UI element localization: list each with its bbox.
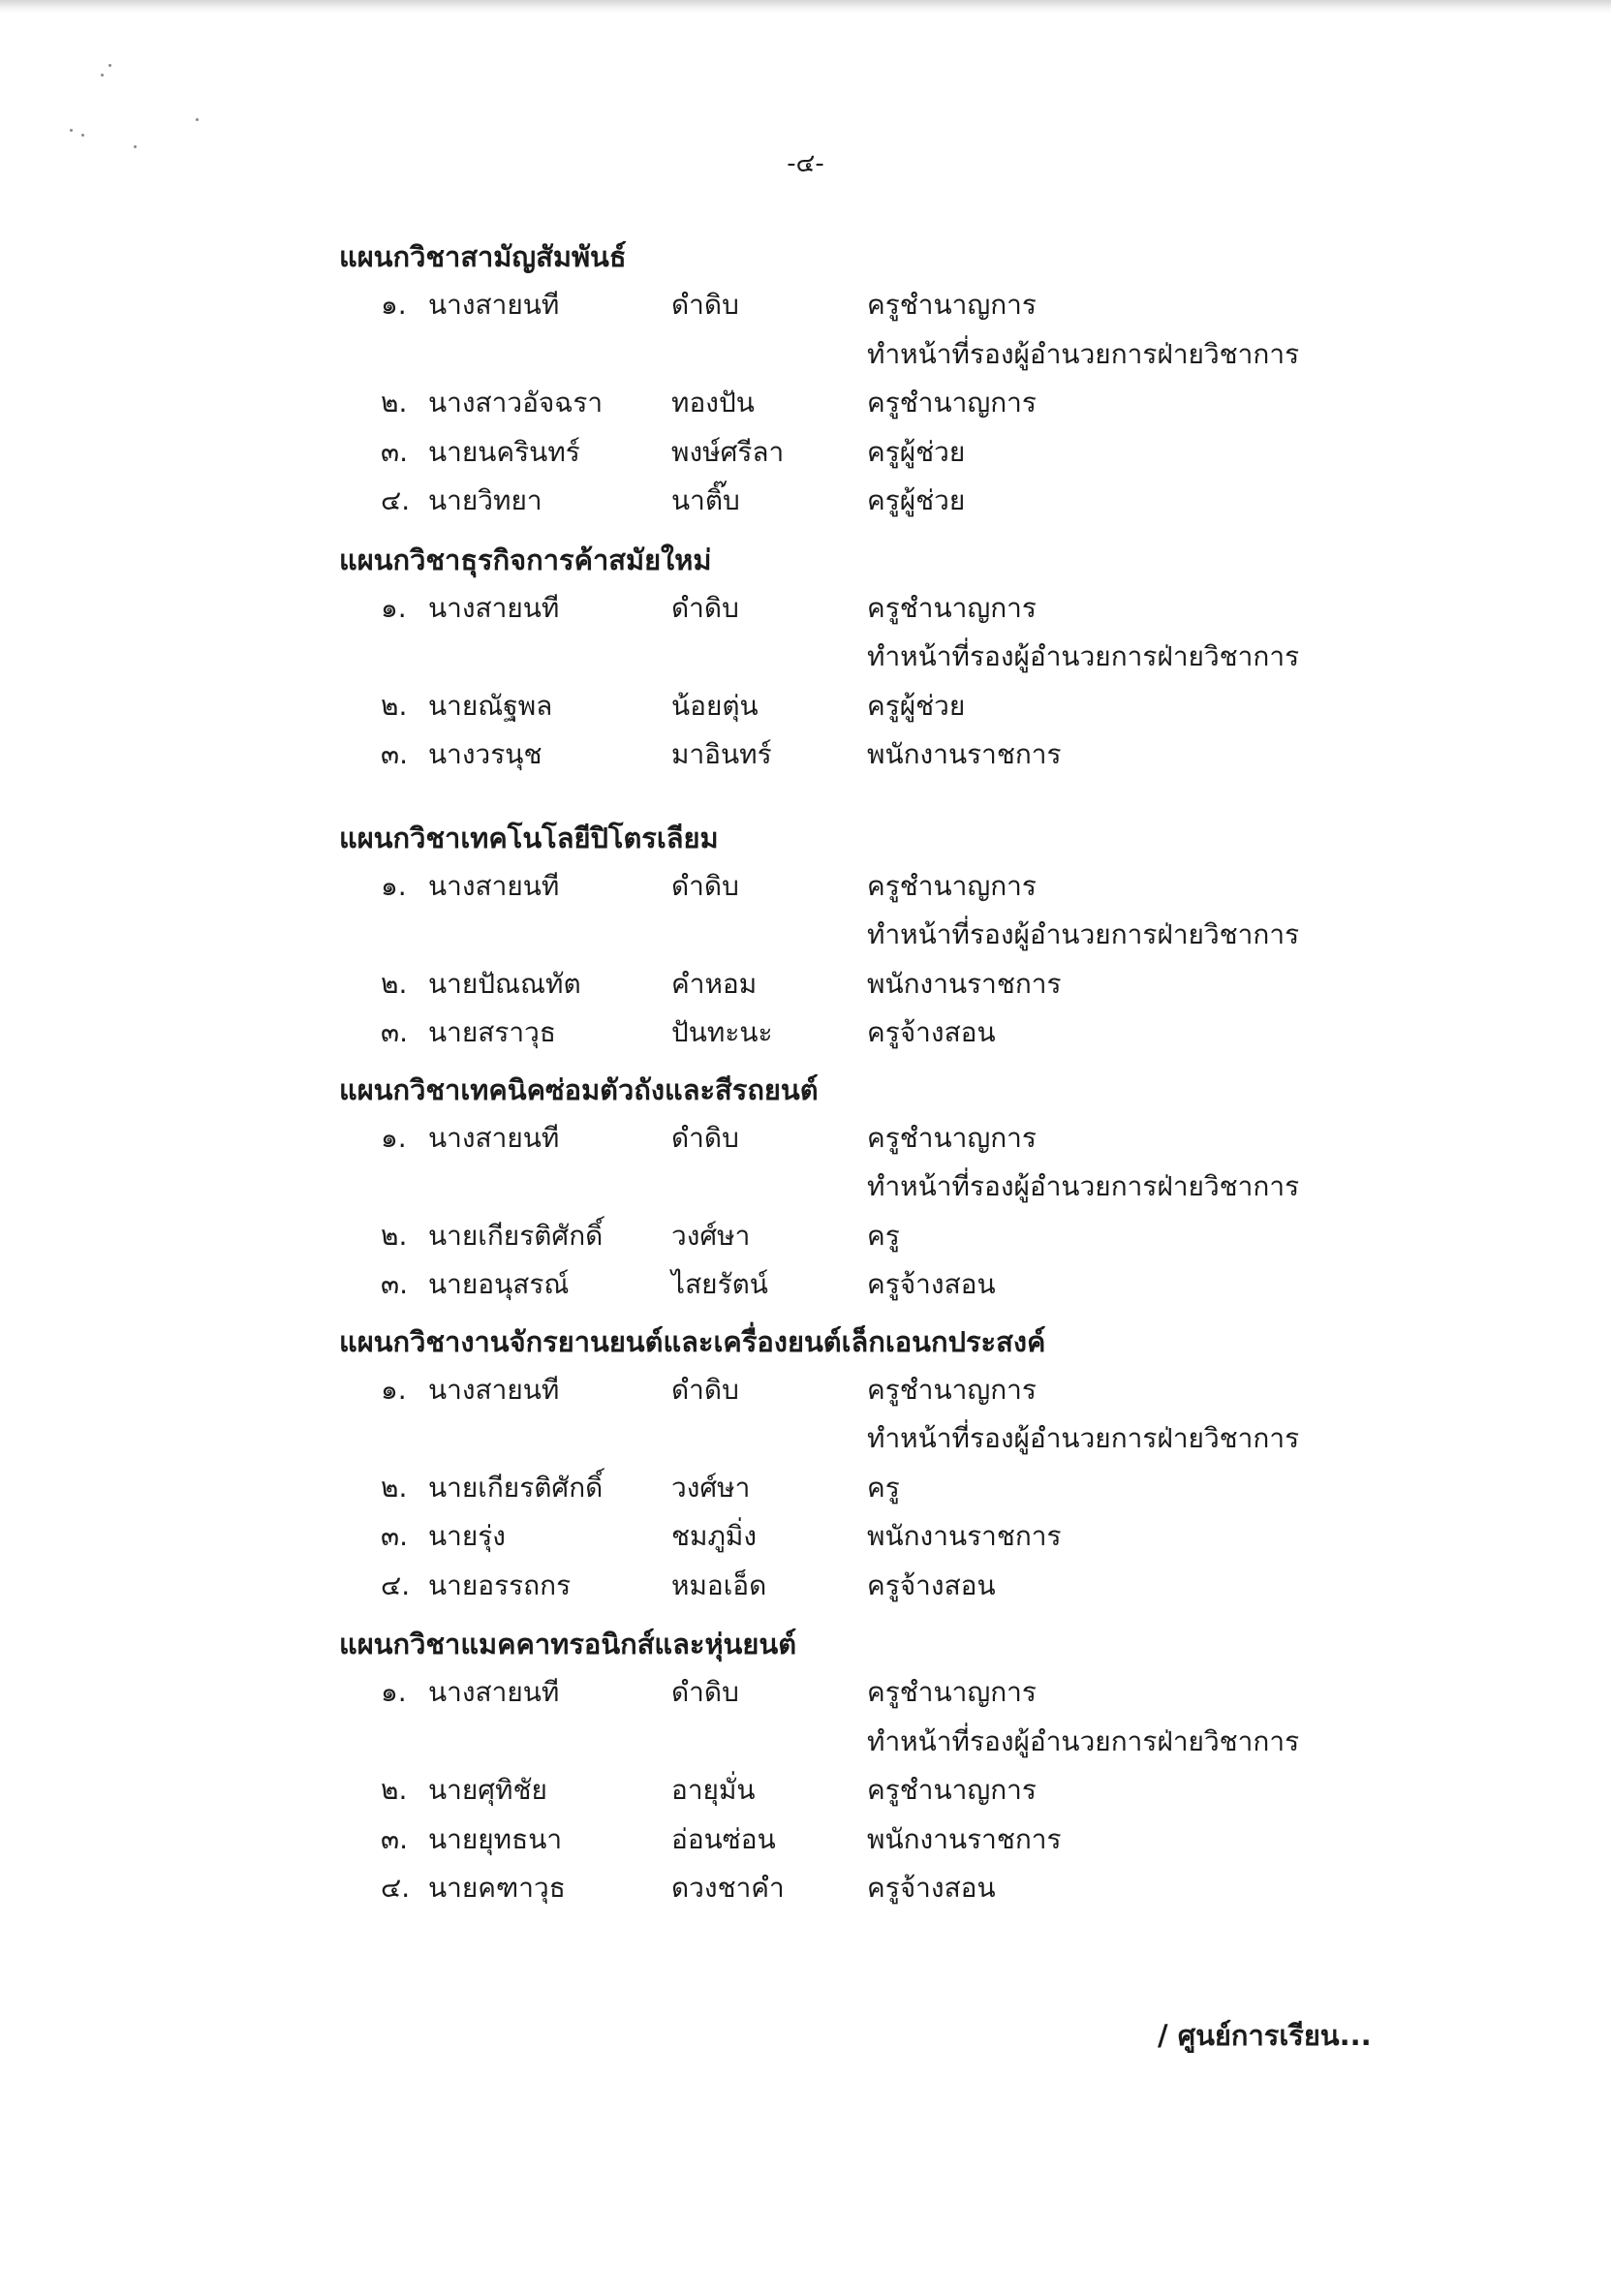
department-title: แผนกวิชาแมคคาทรอนิกส์และหุ่นยนต์ [339, 1628, 797, 1660]
member-first-name: นายนครินทร์ [428, 435, 580, 468]
member-number: ๑. [381, 1121, 407, 1154]
member-position: ครูผู้ช่วย [867, 484, 966, 516]
member-duty: ทำหน้าที่รองผู้อำนวยการฝ่ายวิชาการ [867, 918, 1300, 950]
member-position: พนักงานราชการ [867, 967, 1062, 1000]
department-title: แผนกวิชาเทคนิคซ่อมตัวถังและสีรถยนต์ [339, 1072, 819, 1106]
member-row [339, 1562, 1405, 1611]
department-section [339, 536, 1405, 780]
member-row [339, 1766, 1405, 1815]
member-last-name: ทองปัน [671, 387, 755, 419]
member-number: ๓. [381, 435, 409, 468]
member-number: ๑. [381, 591, 407, 624]
member-number: ๔. [381, 1568, 411, 1601]
member-last-name: อ่อนซ่อน [671, 1822, 776, 1855]
department-title: แผนกวิชาเทคโนโลยีปิโตรเลียม [339, 821, 719, 854]
member-row [339, 1260, 1405, 1310]
member-row [339, 1114, 1405, 1212]
member-duty: ทำหน้าที่รองผู้อำนวยการฝ่ายวิชาการ [867, 1170, 1300, 1202]
scan-speck [108, 64, 111, 67]
member-position: ครูชำนาญการ [867, 387, 1037, 419]
member-position: ครูชำนาญการ [867, 289, 1037, 321]
member-number: ๒. [381, 689, 408, 722]
member-position: พนักงานราชการ [867, 1520, 1062, 1552]
member-last-name: ดำดิบ [671, 1121, 739, 1154]
member-number: ๒. [381, 1219, 408, 1252]
member-first-name: นางสายนที [428, 1373, 560, 1406]
member-number: ๓. [381, 1268, 409, 1300]
member-row [339, 862, 1405, 960]
member-number: ๓. [381, 1016, 409, 1048]
scan-speck [101, 74, 104, 77]
member-duty: ทำหน้าที่รองผู้อำนวยการฝ่ายวิชาการ [867, 640, 1300, 672]
department-title: แผนกวิชางานจักรยานยนต์และเครื่องยนต์เล็กเอนกประสงค์ [339, 1324, 1046, 1358]
member-number: ๓. [381, 738, 409, 770]
member-last-name: ไสยรัตน์ [671, 1268, 768, 1300]
member-first-name: นางสายนที [428, 1676, 560, 1708]
page-number: -๔- [787, 149, 824, 178]
member-position: ครู [867, 1471, 900, 1504]
member-row [339, 1668, 1405, 1766]
member-first-name: นางสายนที [428, 289, 560, 321]
member-row [339, 428, 1405, 478]
member-last-name: พงษ์ศรีลา [671, 435, 785, 468]
member-first-name: นายณัฐพล [428, 689, 553, 722]
member-position: ครูจ้างสอน [867, 1872, 996, 1904]
member-row [339, 682, 1405, 731]
member-first-name: นายสราวุธ [428, 1016, 556, 1048]
member-last-name: ดำดิบ [671, 869, 739, 902]
member-first-name: นายปัณณทัต [428, 967, 581, 1000]
member-row [339, 1815, 1405, 1865]
member-last-name: น้อยตุ่น [671, 689, 759, 722]
member-number: ๑. [381, 1676, 407, 1708]
member-last-name: ดำดิบ [671, 1676, 739, 1708]
member-row [339, 1464, 1405, 1513]
member-first-name: นางสาวอัจฉรา [428, 387, 604, 419]
scan-edge-shadow [0, 0, 1611, 14]
member-first-name: นายวิทยา [428, 484, 542, 516]
member-row [339, 1366, 1405, 1464]
member-number: ๔. [381, 1872, 411, 1904]
department-title: แผนกวิชาสามัญสัมพันธ์ [339, 240, 627, 273]
member-last-name: นาติ๊บ [671, 484, 740, 516]
department-section [339, 233, 1405, 526]
member-first-name: นายเกียรติศักดิ์ [428, 1471, 604, 1504]
member-position: พนักงานราชการ [867, 1822, 1062, 1855]
member-row [339, 1864, 1405, 1913]
member-number: ๔. [381, 484, 411, 516]
member-position: ครู [867, 1219, 900, 1252]
department-title: แผนกวิชาธุรกิจการค้าสมัยใหม่ [339, 543, 712, 576]
member-row [339, 584, 1405, 682]
member-position: ครูผู้ช่วย [867, 689, 966, 722]
member-number: ๓. [381, 1520, 409, 1552]
member-last-name: ดำดิบ [671, 1373, 739, 1406]
member-first-name: นายเกียรติศักดิ์ [428, 1219, 604, 1252]
member-position: ครูชำนาญการ [867, 1373, 1037, 1406]
member-last-name: อายุมั่น [671, 1774, 756, 1806]
department-list [339, 233, 1405, 1913]
department-section [339, 1620, 1405, 1913]
member-first-name: นางสายนที [428, 591, 560, 624]
member-row [339, 379, 1405, 428]
member-position: ครูชำนาญการ [867, 591, 1037, 624]
member-number: ๒. [381, 967, 408, 1000]
member-first-name: นายศุทิชัย [428, 1774, 547, 1806]
member-position: ครูจ้างสอน [867, 1016, 996, 1048]
member-last-name: ปันทะนะ [671, 1016, 773, 1048]
member-number: ๑. [381, 289, 407, 321]
member-last-name: ดวงชาคำ [671, 1872, 785, 1904]
member-first-name: นายรุ่ง [428, 1520, 506, 1552]
member-position: ครูชำนาญการ [867, 1676, 1037, 1708]
member-row [339, 1008, 1405, 1058]
member-duty: ทำหน้าที่รองผู้อำนวยการฝ่ายวิชาการ [867, 1422, 1300, 1454]
member-last-name: ดำดิบ [671, 591, 739, 624]
member-first-name: นายอรรถกร [428, 1568, 572, 1601]
member-position: ครูจ้างสอน [867, 1268, 996, 1300]
member-first-name: นายคฑาวุธ [428, 1872, 566, 1904]
department-section [339, 814, 1405, 1058]
member-row [339, 1512, 1405, 1562]
scan-speck [70, 129, 73, 132]
member-position: ครูชำนาญการ [867, 1774, 1037, 1806]
member-position: ครูชำนาญการ [867, 1121, 1037, 1154]
member-last-name: ชมภูมิ่ง [671, 1520, 758, 1552]
member-first-name: นางวรนุช [428, 738, 542, 770]
member-number: ๓. [381, 1822, 409, 1855]
member-first-name: นางสายนที [428, 869, 560, 902]
member-row [339, 730, 1405, 780]
department-section [339, 1318, 1405, 1611]
department-section [339, 1066, 1405, 1310]
member-position: ครูชำนาญการ [867, 869, 1037, 902]
scan-speck [196, 118, 199, 121]
member-position: ครูจ้างสอน [867, 1568, 996, 1601]
member-number: ๒. [381, 1774, 408, 1806]
member-first-name: นางสายนที [428, 1121, 560, 1154]
member-last-name: คำหอม [671, 967, 758, 1000]
member-last-name: วงศ์ษา [671, 1471, 751, 1504]
member-number: ๒. [381, 387, 408, 419]
member-first-name: นายยุทธนา [428, 1822, 563, 1855]
member-duty: ทำหน้าที่รองผู้อำนวยการฝ่ายวิชาการ [867, 337, 1300, 370]
member-row [339, 477, 1405, 526]
member-duty: ทำหน้าที่รองผู้อำนวยการฝ่ายวิชาการ [867, 1724, 1300, 1757]
continuation-note: / ศูนย์การเรียน... [1158, 2019, 1372, 2052]
member-position: ครูผู้ช่วย [867, 435, 966, 468]
member-number: ๒. [381, 1471, 408, 1504]
scan-speck [81, 134, 84, 137]
member-last-name: ดำดิบ [671, 289, 739, 321]
member-first-name: นายอนุสรณ์ [428, 1268, 570, 1300]
member-last-name: หมอเอ็ด [671, 1568, 767, 1601]
member-number: ๑. [381, 1373, 407, 1406]
member-row [339, 1212, 1405, 1261]
member-number: ๑. [381, 869, 407, 902]
member-last-name: วงศ์ษา [671, 1219, 751, 1252]
member-last-name: มาอินทร์ [671, 738, 772, 770]
member-row [339, 960, 1405, 1009]
member-position: พนักงานราชการ [867, 738, 1062, 770]
member-row [339, 281, 1405, 379]
